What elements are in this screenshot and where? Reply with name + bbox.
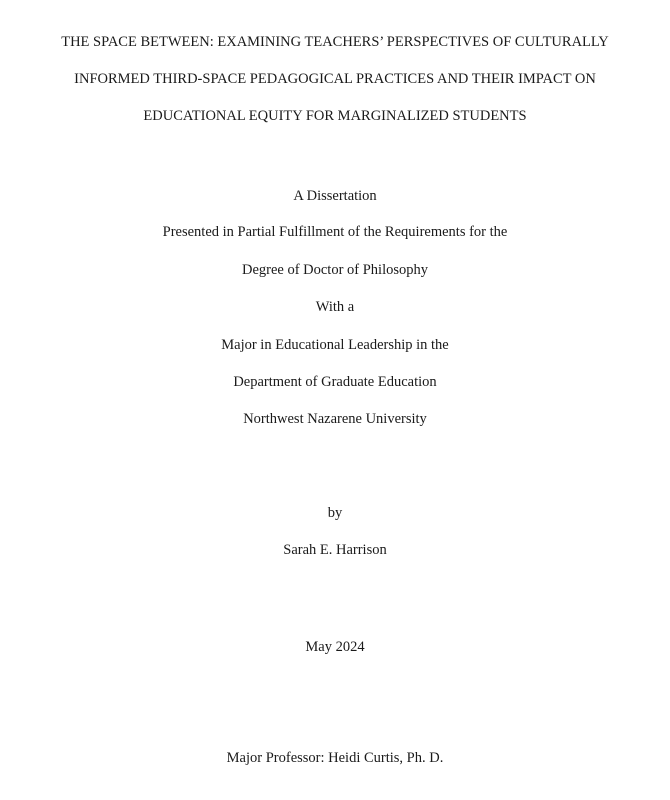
author-name: Sarah E. Harrison	[283, 542, 387, 558]
with-a-text: With a	[315, 299, 355, 315]
title-line-3: EDUCATIONAL EQUITY FOR MARGINALIZED STUDENTS	[143, 108, 527, 124]
submission-date: May 2024	[305, 639, 365, 655]
degree-name: Degree of Doctor of Philosophy	[241, 262, 429, 278]
university-name: Northwest Nazarene University	[243, 411, 427, 427]
title-line-1: THE SPACE BETWEEN: EXAMINING TEACHERS’ PERSPECTIVES OF CULTURALLY	[61, 34, 609, 50]
title-line-2: INFORMED THIRD-SPACE PEDAGOGICAL PRACTICES AND THEIR IMPACT ON	[74, 71, 596, 87]
major-professor: Major Professor: Heidi Curtis, Ph. D.	[226, 750, 444, 766]
fulfillment-statement: Presented in Partial Fulfillment of the Requirements for the	[162, 224, 508, 240]
department-name: Department of Graduate Education	[233, 374, 437, 390]
dissertation-label: A Dissertation	[293, 188, 377, 204]
major-text: Major in Educational Leadership in the	[221, 337, 449, 353]
by-text: by	[327, 505, 343, 521]
